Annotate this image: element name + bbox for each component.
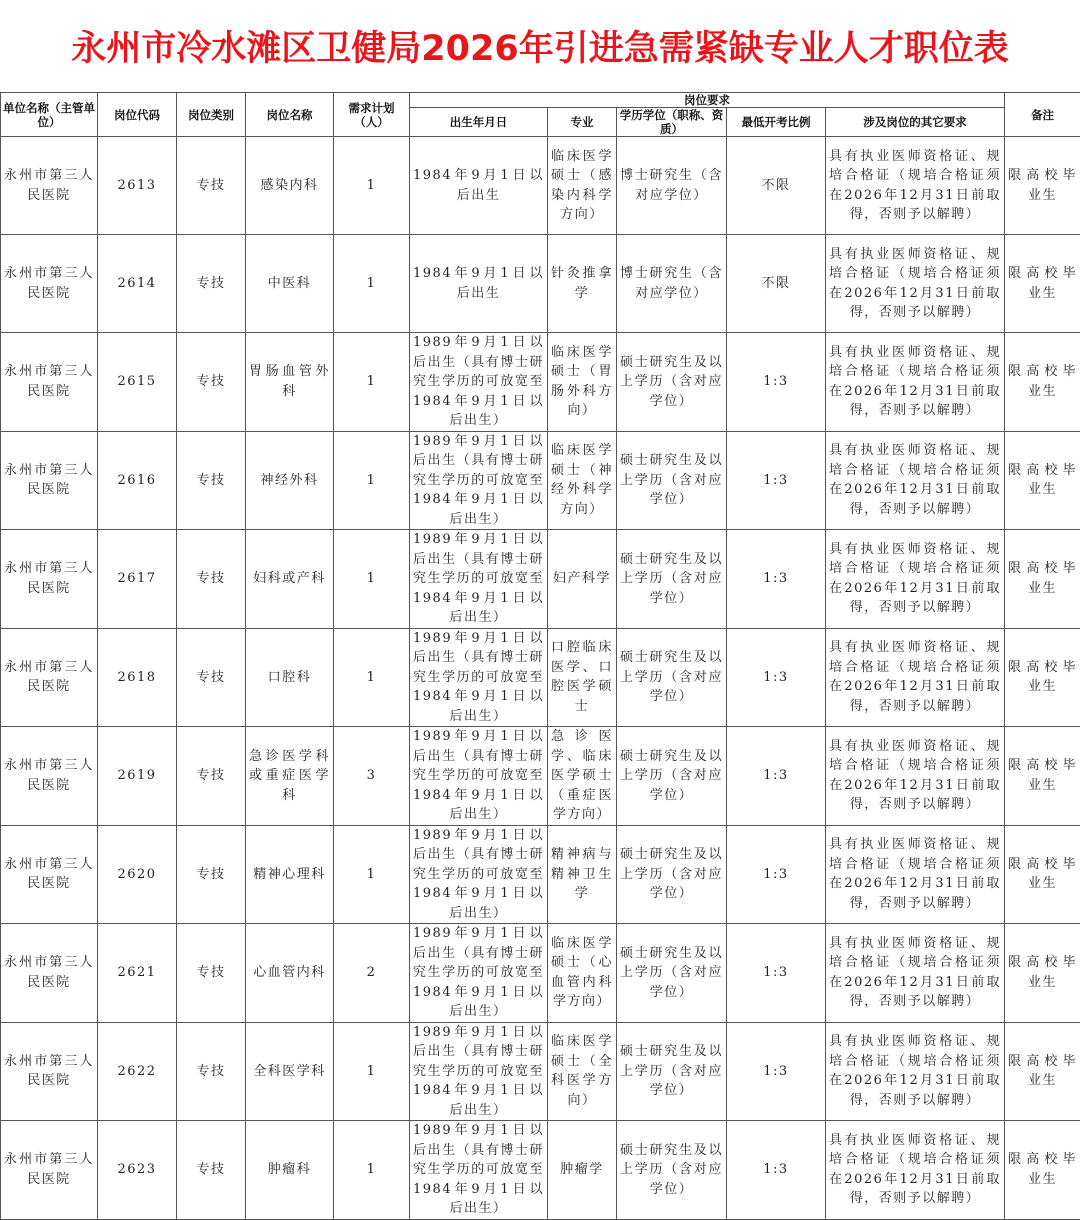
header-degree: 学历学位（职称、资质） (617, 108, 727, 137)
cell-plan: 1 (334, 1022, 410, 1121)
cell-position: 神经外科 (246, 431, 334, 530)
table-row (1, 924, 1080, 1023)
table-row (1, 628, 1080, 727)
cell-plan: 1 (334, 137, 410, 235)
cell-ratio: 1:3 (727, 333, 826, 432)
header-requirements: 岗位要求 (410, 93, 1005, 108)
cell-category: 专技 (177, 924, 246, 1023)
header-ratio: 最低开考比例 (727, 108, 826, 137)
cell-remark: 限高校毕业生 (1005, 727, 1080, 826)
cell-degree: 硕士研究生及以上学历（含对应学位） (617, 530, 727, 629)
cell-code: 2618 (98, 628, 177, 727)
cell-category: 专技 (177, 825, 246, 924)
cell-other: 具有执业医师资格证、规培合格证（规培合格证须在2026年12月31日前取得，否则予以解聘） (826, 333, 1005, 432)
header-plan: 需求计划（人） (334, 93, 410, 137)
cell-position: 急诊医学科或重症医学科 (246, 727, 334, 826)
cell-major: 肿瘤学 (548, 1121, 617, 1220)
cell-position: 口腔科 (246, 628, 334, 727)
cell-other: 具有执业医师资格证、规培合格证（规培合格证须在2026年12月31日前取得，否则予以解聘） (826, 431, 1005, 530)
cell-position: 感染内科 (246, 137, 334, 235)
cell-birth: 1989年9月1日以后出生（具有博士研究生学历的可放宽至1984年9月1日以后出生） (410, 825, 548, 924)
cell-code: 2617 (98, 530, 177, 629)
cell-position: 肿瘤科 (246, 1121, 334, 1220)
cell-other: 具有执业医师资格证、规培合格证（规培合格证须在2026年12月31日前取得，否则予以解聘） (826, 530, 1005, 629)
cell-category: 专技 (177, 727, 246, 826)
cell-plan: 1 (334, 530, 410, 629)
cell-degree: 硕士研究生及以上学历（含对应学位） (617, 1121, 727, 1220)
cell-plan: 1 (334, 431, 410, 530)
cell-major: 精神病与精神卫生学 (548, 825, 617, 924)
cell-unit: 永州市第三人民医院 (1, 825, 98, 924)
header-code: 岗位代码 (98, 93, 177, 137)
cell-unit: 永州市第三人民医院 (1, 137, 98, 235)
header-birth: 出生年月日 (410, 108, 548, 137)
cell-unit: 永州市第三人民医院 (1, 333, 98, 432)
cell-degree: 硕士研究生及以上学历（含对应学位） (617, 431, 727, 530)
table-row (1, 137, 1080, 235)
table-row (1, 727, 1080, 826)
cell-plan: 1 (334, 1121, 410, 1220)
cell-category: 专技 (177, 1022, 246, 1121)
cell-category: 专技 (177, 628, 246, 727)
cell-plan: 1 (334, 333, 410, 432)
positions-table (0, 92, 1080, 1220)
cell-major: 急诊医学、临床医学硕士（重症医学方向） (548, 727, 617, 826)
cell-unit: 永州市第三人民医院 (1, 431, 98, 530)
cell-major: 临床医学硕士（神经外科学方向） (548, 431, 617, 530)
cell-position: 中医科 (246, 235, 334, 333)
header-category: 岗位类别 (177, 93, 246, 137)
cell-major: 临床医学硕士（心血管内科学方向） (548, 924, 617, 1023)
table-row (1, 530, 1080, 629)
cell-code: 2619 (98, 727, 177, 826)
cell-unit: 永州市第三人民医院 (1, 628, 98, 727)
cell-degree: 博士研究生（含对应学位） (617, 235, 727, 333)
table-row (1, 1121, 1080, 1220)
cell-remark: 限高校毕业生 (1005, 1022, 1080, 1121)
cell-remark: 限高校毕业生 (1005, 825, 1080, 924)
cell-plan: 1 (334, 235, 410, 333)
cell-remark: 限高校毕业生 (1005, 333, 1080, 432)
cell-major: 临床医学硕士（胃肠外科方向） (548, 333, 617, 432)
cell-birth: 1989年9月1日以后出生（具有博士研究生学历的可放宽至1984年9月1日以后出生） (410, 431, 548, 530)
cell-other: 具有执业医师资格证、规培合格证（规培合格证须在2026年12月31日前取得，否则予以解聘） (826, 137, 1005, 235)
cell-birth: 1989年9月1日以后出生（具有博士研究生学历的可放宽至1984年9月1日以后出生） (410, 530, 548, 629)
cell-remark: 限高校毕业生 (1005, 628, 1080, 727)
cell-unit: 永州市第三人民医院 (1, 530, 98, 629)
cell-ratio: 1:3 (727, 1121, 826, 1220)
cell-birth: 1989年9月1日以后出生（具有博士研究生学历的可放宽至1984年9月1日以后出生） (410, 628, 548, 727)
cell-ratio: 1:3 (727, 1022, 826, 1121)
cell-birth: 1989年9月1日以后出生（具有博士研究生学历的可放宽至1984年9月1日以后出生） (410, 924, 548, 1023)
page-title: 永州市冷水滩区卫健局2026年引进急需紧缺专业人才职位表 (0, 0, 1080, 92)
cell-ratio: 1:3 (727, 924, 826, 1023)
cell-degree: 硕士研究生及以上学历（含对应学位） (617, 924, 727, 1023)
table-row (1, 431, 1080, 530)
cell-unit: 永州市第三人民医院 (1, 924, 98, 1023)
cell-position: 全科医学科 (246, 1022, 334, 1121)
cell-degree: 硕士研究生及以上学历（含对应学位） (617, 1022, 727, 1121)
cell-ratio: 1:3 (727, 727, 826, 826)
cell-code: 2621 (98, 924, 177, 1023)
cell-major: 临床医学硕士（感染内科学方向） (548, 137, 617, 235)
cell-category: 专技 (177, 431, 246, 530)
cell-birth: 1984年9月1日以后出生 (410, 235, 548, 333)
cell-position: 精神心理科 (246, 825, 334, 924)
cell-birth: 1989年9月1日以后出生（具有博士研究生学历的可放宽至1984年9月1日以后出生） (410, 727, 548, 826)
cell-major: 临床医学硕士（全科医学方向） (548, 1022, 617, 1121)
cell-unit: 永州市第三人民医院 (1, 727, 98, 826)
cell-other: 具有执业医师资格证、规培合格证（规培合格证须在2026年12月31日前取得，否则予以解聘） (826, 727, 1005, 826)
header-remark: 备注 (1005, 93, 1080, 137)
cell-birth: 1984年9月1日以后出生 (410, 137, 548, 235)
cell-category: 专技 (177, 333, 246, 432)
header-unit: 单位名称（主管单位） (1, 93, 98, 137)
cell-remark: 限高校毕业生 (1005, 431, 1080, 530)
cell-birth: 1989年9月1日以后出生（具有博士研究生学历的可放宽至1984年9月1日以后出生） (410, 1121, 548, 1220)
cell-unit: 永州市第三人民医院 (1, 235, 98, 333)
table-row (1, 825, 1080, 924)
cell-ratio: 不限 (727, 137, 826, 235)
cell-major: 针灸推拿学 (548, 235, 617, 333)
cell-degree: 硕士研究生及以上学历（含对应学位） (617, 825, 727, 924)
cell-degree: 硕士研究生及以上学历（含对应学位） (617, 628, 727, 727)
cell-category: 专技 (177, 1121, 246, 1220)
cell-other: 具有执业医师资格证、规培合格证（规培合格证须在2026年12月31日前取得，否则予以解聘） (826, 628, 1005, 727)
cell-ratio: 1:3 (727, 628, 826, 727)
cell-degree: 博士研究生（含对应学位） (617, 137, 727, 235)
cell-ratio: 不限 (727, 235, 826, 333)
cell-plan: 1 (334, 825, 410, 924)
cell-other: 具有执业医师资格证、规培合格证（规培合格证须在2026年12月31日前取得，否则予以解聘） (826, 1022, 1005, 1121)
cell-birth: 1989年9月1日以后出生（具有博士研究生学历的可放宽至1984年9月1日以后出生） (410, 1022, 548, 1121)
cell-other: 具有执业医师资格证、规培合格证（规培合格证须在2026年12月31日前取得，否则予以解聘） (826, 235, 1005, 333)
cell-remark: 限高校毕业生 (1005, 235, 1080, 333)
cell-category: 专技 (177, 137, 246, 235)
header-major: 专业 (548, 108, 617, 137)
cell-ratio: 1:3 (727, 825, 826, 924)
cell-position: 妇科或产科 (246, 530, 334, 629)
cell-plan: 1 (334, 628, 410, 727)
cell-birth: 1989年9月1日以后出生（具有博士研究生学历的可放宽至1984年9月1日以后出生） (410, 333, 548, 432)
cell-plan: 3 (334, 727, 410, 826)
table-row (1, 235, 1080, 333)
table-body (1, 137, 1080, 1220)
cell-other: 具有执业医师资格证、规培合格证（规培合格证须在2026年12月31日前取得，否则予以解聘） (826, 1121, 1005, 1220)
cell-position: 心血管内科 (246, 924, 334, 1023)
cell-degree: 硕士研究生及以上学历（含对应学位） (617, 727, 727, 826)
cell-code: 2615 (98, 333, 177, 432)
cell-remark: 限高校毕业生 (1005, 1121, 1080, 1220)
table-row (1, 1022, 1080, 1121)
cell-degree: 硕士研究生及以上学历（含对应学位） (617, 333, 727, 432)
header-other: 涉及岗位的其它要求 (826, 108, 1005, 137)
cell-remark: 限高校毕业生 (1005, 530, 1080, 629)
cell-remark: 限高校毕业生 (1005, 137, 1080, 235)
cell-code: 2616 (98, 431, 177, 530)
header-position: 岗位名称 (246, 93, 334, 137)
cell-code: 2613 (98, 137, 177, 235)
table-row (1, 333, 1080, 432)
cell-code: 2622 (98, 1022, 177, 1121)
cell-other: 具有执业医师资格证、规培合格证（规培合格证须在2026年12月31日前取得，否则予以解聘） (826, 825, 1005, 924)
cell-code: 2614 (98, 235, 177, 333)
cell-ratio: 1:3 (727, 530, 826, 629)
cell-major: 妇产科学 (548, 530, 617, 629)
cell-unit: 永州市第三人民医院 (1, 1022, 98, 1121)
cell-code: 2623 (98, 1121, 177, 1220)
cell-category: 专技 (177, 235, 246, 333)
header-row-1 (1, 93, 1080, 108)
cell-ratio: 1:3 (727, 431, 826, 530)
cell-major: 口腔临床医学、口腔医学硕士 (548, 628, 617, 727)
cell-code: 2620 (98, 825, 177, 924)
cell-position: 胃肠血管外科 (246, 333, 334, 432)
cell-category: 专技 (177, 530, 246, 629)
cell-other: 具有执业医师资格证、规培合格证（规培合格证须在2026年12月31日前取得，否则予以解聘） (826, 924, 1005, 1023)
cell-plan: 2 (334, 924, 410, 1023)
cell-unit: 永州市第三人民医院 (1, 1121, 98, 1220)
cell-remark: 限高校毕业生 (1005, 924, 1080, 1023)
